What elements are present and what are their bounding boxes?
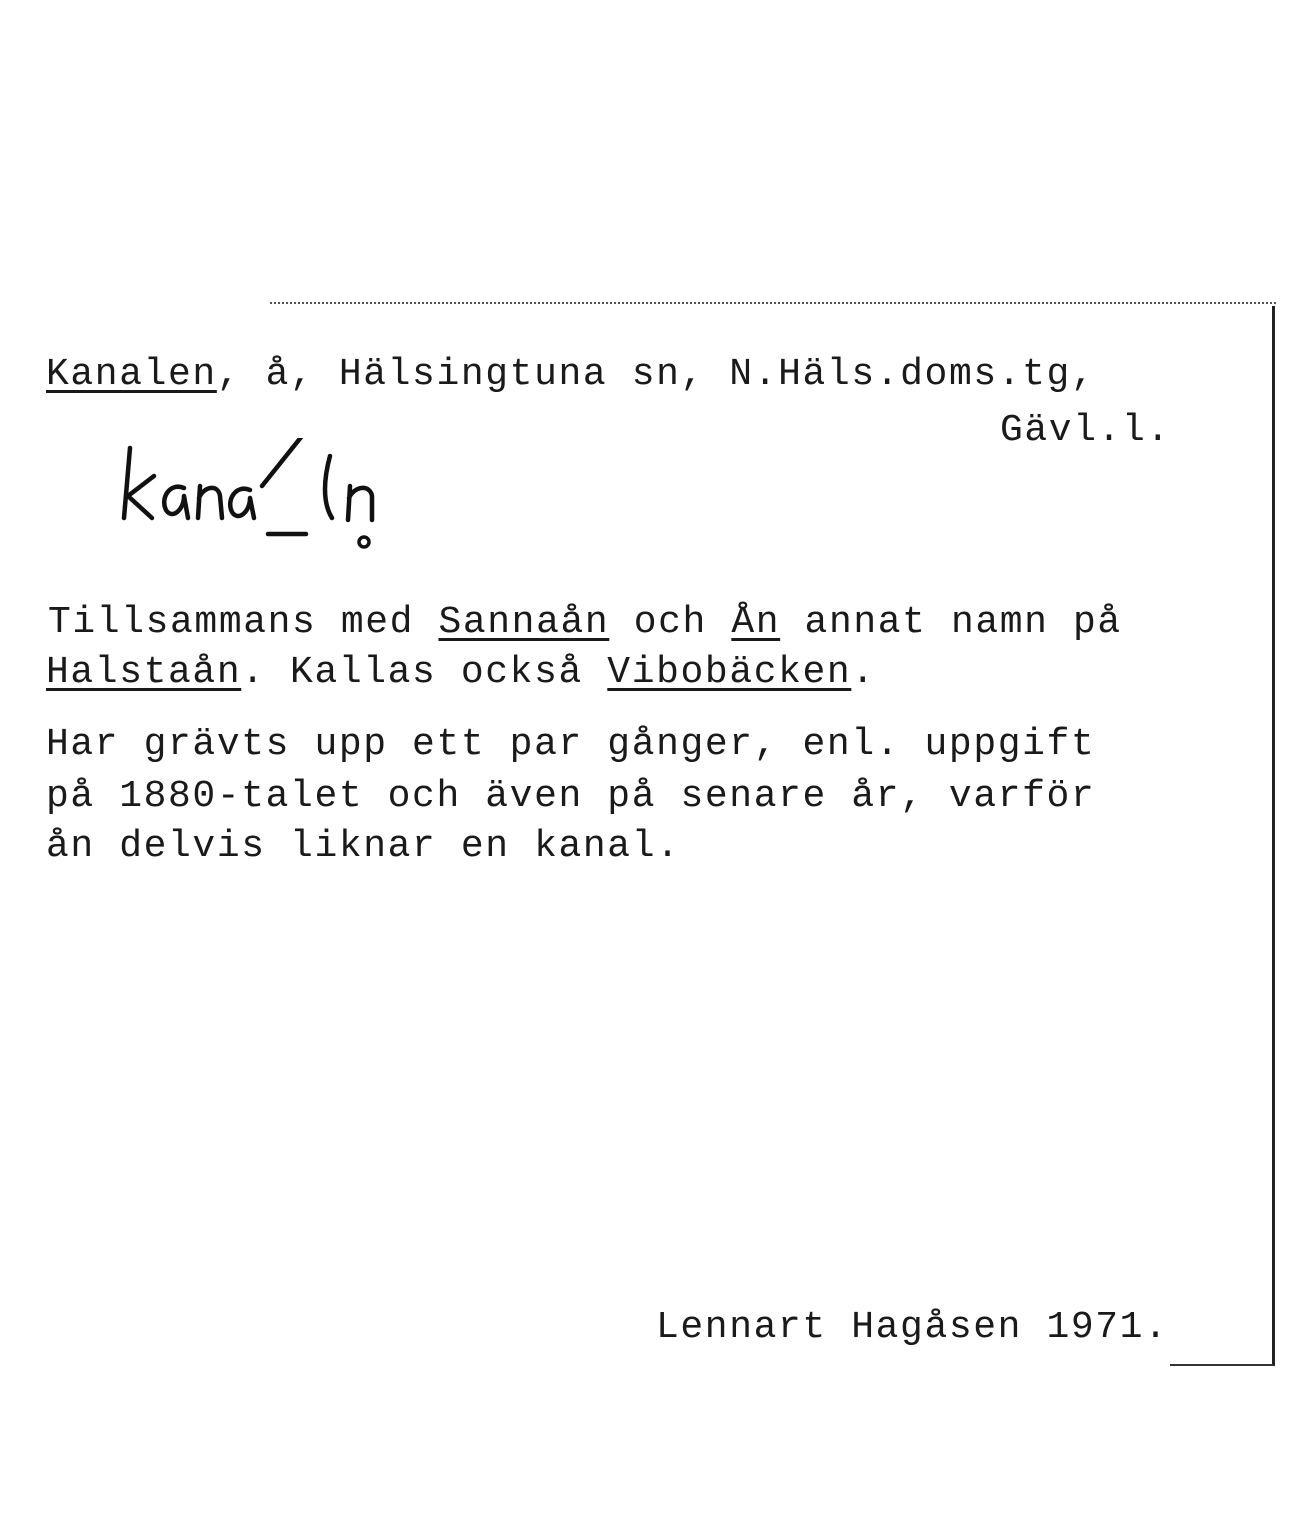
paragraph1-text-a: Tillsammans med	[48, 601, 439, 644]
heading-location: , å, Hälsingtuna sn, N.Häls.doms.tg,	[216, 353, 1096, 396]
paragraph1-text-d: . Kallas också	[241, 651, 608, 694]
paragraph1-text-b: och	[609, 601, 732, 644]
paragraph2-line1: Har grävts upp ett par gånger, enl. uppgift	[46, 723, 1096, 766]
heading-line	[46, 353, 1096, 396]
card-top-edge	[270, 302, 1276, 304]
paragraph2-line2: på 1880-talet och även på senare år, varför	[46, 775, 1096, 818]
card-right-edge	[1272, 306, 1275, 1366]
paragraph1-text-e: .	[851, 651, 876, 694]
place-name-vibobacken: Vibobäcken	[607, 651, 852, 694]
paragraph1-text-c: annat namn på	[780, 601, 1122, 644]
paragraph2-line3: ån delvis liknar en kanal.	[46, 825, 681, 868]
paragraph1-line1	[48, 601, 1122, 644]
place-name-an: Ån	[731, 601, 781, 644]
place-name-halstaan: Halstaån	[46, 651, 242, 694]
pronunciation-drawing	[118, 438, 418, 558]
place-name-sannaan: Sannaån	[438, 601, 610, 644]
paragraph1-line2	[46, 651, 876, 694]
card-bottom-edge	[1170, 1364, 1274, 1366]
handwritten-pronunciation	[118, 438, 418, 558]
signature: Lennart Hagåsen 1971.	[656, 1306, 1169, 1349]
headword: Kanalen	[46, 353, 217, 396]
heading-county: Gävl.l.	[1000, 409, 1171, 452]
